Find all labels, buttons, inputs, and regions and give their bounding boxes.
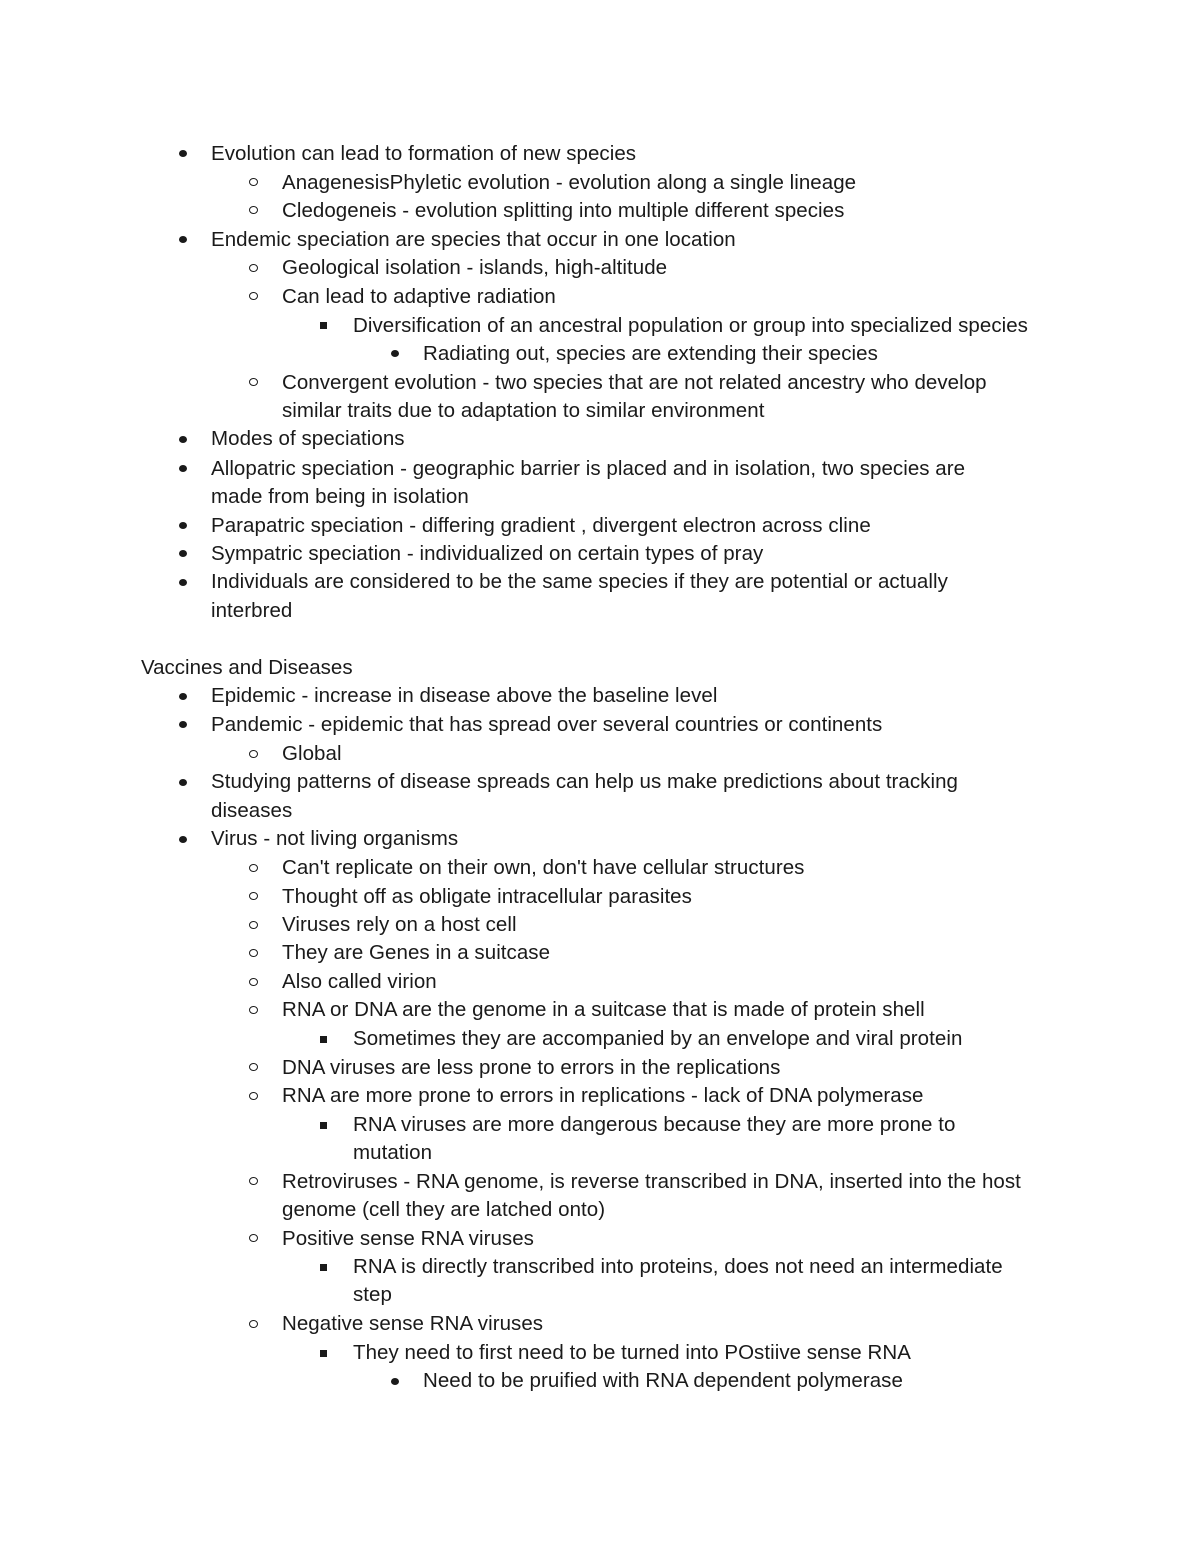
list-item-level3: Diversification of an ancestral population or group into specialized species (353, 314, 1028, 337)
bullet-circle-icon (249, 1092, 258, 1100)
list-item-level3: They need to first need to be turned into POstiive sense RNA (353, 1341, 911, 1364)
list-item-level1: Studying patterns of disease spreads can help us make predictions about tracking (211, 770, 958, 793)
list-item-level2: DNA viruses are less prone to errors in the replications (282, 1056, 781, 1079)
list-item-level1: Evolution can lead to formation of new species (211, 142, 637, 165)
bullet-square-icon (320, 322, 327, 329)
list-item-level2: Retroviruses - RNA genome, is reverse transcribed in DNA, inserted into the host (282, 1170, 1021, 1193)
bullet-circle-icon (249, 978, 258, 986)
list-item-level3: RNA is directly transcribed into proteins, does not need an intermediate (353, 1255, 1003, 1278)
list-item-level1: Virus - not living organisms (211, 827, 459, 850)
list-item-level1: Modes of speciations (211, 427, 405, 450)
list-item-level3: Sometimes they are accompanied by an envelope and viral protein (353, 1027, 963, 1050)
list-item-level2: Geological isolation - islands, high-altitude (282, 256, 668, 279)
list-item-level2: RNA are more prone to errors in replications - lack of DNA polymerase (282, 1084, 924, 1107)
list-item-level2: Positive sense RNA viruses (282, 1227, 534, 1250)
bullet-disc-icon (391, 350, 399, 357)
list-item-level2: Thought off as obligate intracellular parasites (282, 885, 692, 908)
list-item-continuation: diseases (211, 799, 293, 822)
bullet-square-icon (320, 1036, 327, 1043)
bullet-circle-icon (249, 750, 258, 758)
bullet-circle-icon (249, 1063, 258, 1071)
list-item-level2: AnagenesisPhyletic evolution - evolution along a single lineage (282, 171, 857, 194)
list-item-level2: Viruses rely on a host cell (282, 913, 517, 936)
bullet-disc-icon (391, 1378, 399, 1385)
list-item-continuation: made from being in isolation (211, 485, 469, 508)
list-item-level1: Pandemic - epidemic that has spread over several countries or continents (211, 713, 883, 736)
bullet-circle-icon (249, 178, 258, 186)
bullet-disc-icon (179, 465, 187, 472)
bullet-square-icon (320, 1122, 327, 1129)
list-item-level1: Parapatric speciation - differing gradient , divergent electron across cline (211, 514, 871, 537)
bullet-disc-icon (179, 236, 187, 243)
bullet-disc-icon (179, 779, 187, 786)
bullet-disc-icon (179, 579, 187, 586)
list-item-continuation: interbred (211, 599, 293, 622)
bullet-circle-icon (249, 1177, 258, 1185)
bullet-disc-icon (179, 436, 187, 443)
list-item-level1: Epidemic - increase in disease above the baseline level (211, 684, 718, 707)
list-item-level2: Cledogeneis - evolution splitting into multiple different species (282, 199, 845, 222)
bullet-circle-icon (249, 264, 258, 272)
bullet-disc-icon (179, 721, 187, 728)
list-item-continuation: mutation (353, 1141, 433, 1164)
bullet-circle-icon (249, 921, 258, 929)
list-item-level2: Can lead to adaptive radiation (282, 285, 556, 308)
bullet-disc-icon (179, 693, 187, 700)
list-item-continuation: genome (cell they are latched onto) (282, 1198, 606, 1221)
bullet-circle-icon (249, 864, 258, 872)
bullet-square-icon (320, 1350, 327, 1357)
bullet-circle-icon (249, 1006, 258, 1014)
list-item-level2: RNA or DNA are the genome in a suitcase that is made of protein shell (282, 998, 925, 1021)
list-item-level1: Endemic speciation are species that occur in one location (211, 228, 736, 251)
bullet-circle-icon (249, 378, 258, 386)
bullet-circle-icon (249, 949, 258, 957)
bullet-disc-icon (179, 836, 187, 843)
bullet-circle-icon (249, 292, 258, 300)
list-item-level2: Convergent evolution - two species that are not related ancestry who develop (282, 371, 987, 394)
list-item-level3: RNA viruses are more dangerous because they are more prone to (353, 1113, 956, 1136)
list-item-level2: Also called virion (282, 970, 437, 993)
bullet-circle-icon (249, 1234, 258, 1242)
bullet-circle-icon (249, 892, 258, 900)
bullet-circle-icon (249, 206, 258, 214)
list-item-level2: They are Genes in a suitcase (282, 941, 551, 964)
bullet-disc-icon (179, 150, 187, 157)
list-item-level4: Radiating out, species are extending their species (423, 342, 878, 365)
list-item-level1: Allopatric speciation - geographic barrier is placed and in isolation, two species are (211, 457, 966, 480)
list-item-level2: Negative sense RNA viruses (282, 1312, 544, 1335)
bullet-disc-icon (179, 522, 187, 529)
list-item-level2: Can't replicate on their own, don't have cellular structures (282, 856, 805, 879)
list-item-level1: Sympatric speciation - individualized on certain types of pray (211, 542, 764, 565)
bullet-square-icon (320, 1264, 327, 1271)
bullet-circle-icon (249, 1320, 258, 1328)
list-item-continuation: similar traits due to adaptation to similar environment (282, 399, 765, 422)
list-item-continuation: step (353, 1283, 392, 1306)
section-heading: Vaccines and Diseases (141, 656, 353, 679)
list-item-level1: Individuals are considered to be the same species if they are potential or actually (211, 570, 948, 593)
bullet-disc-icon (179, 550, 187, 557)
list-item-level2: Global (282, 742, 342, 765)
list-item-level4: Need to be pruified with RNA dependent polymerase (423, 1369, 903, 1392)
